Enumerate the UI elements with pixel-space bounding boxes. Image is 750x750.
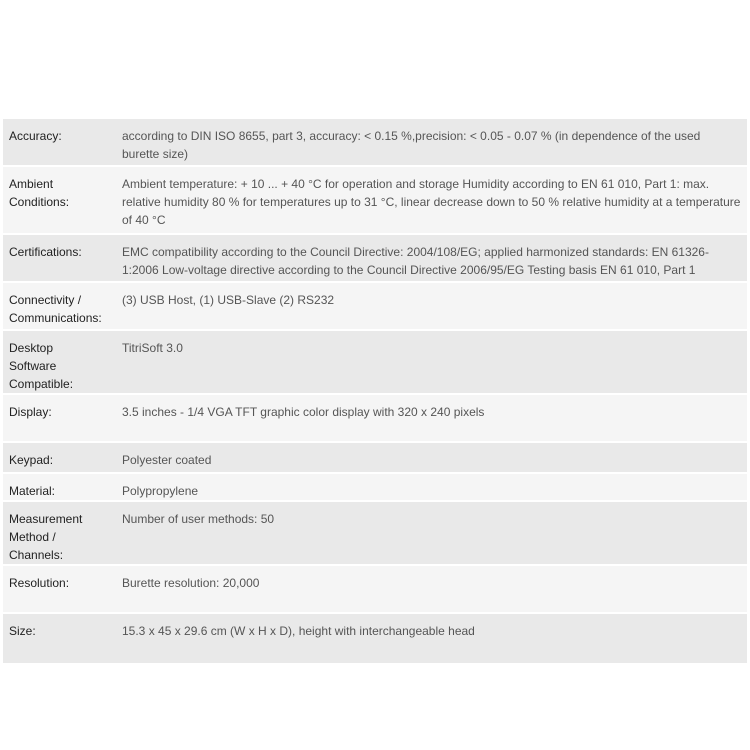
- spec-value: Burette resolution: 20,000: [107, 565, 747, 613]
- spec-label: Size:: [3, 613, 107, 663]
- spec-value: Polyester coated: [107, 442, 747, 473]
- spec-row-ambient-conditions: [3, 166, 747, 234]
- spec-label: Desktop Software Compatible:: [3, 330, 107, 394]
- spec-value: EMC compatibility according to the Council Directive: 2004/108/EG; applied harmonized standards: EN 61326-1:2006 Low-voltage directive according to the Council Directive 2006/95/EG Testing basis EN 61 010, Part 1: [107, 234, 747, 282]
- spec-row-material: [3, 473, 747, 501]
- spec-label: Display:: [3, 394, 107, 442]
- spec-label: Ambient Conditions:: [3, 166, 107, 234]
- spec-value: 15.3 x 45 x 29.6 cm (W x H x D), height with interchangeable head: [107, 613, 747, 663]
- spec-label: Measurement Method / Channels:: [3, 501, 107, 565]
- spec-value: Ambient temperature: + 10 ... + 40 °C for operation and storage Humidity according to EN 61 010, Part 1: max. relative humidity 80 % for temperatures up to 31 °C, linear decrease down to 50 % relative humidity at a temperature of 40 °C: [107, 166, 747, 234]
- spec-row-size: [3, 613, 747, 663]
- spec-row-connectivity: [3, 282, 747, 330]
- spec-label: Resolution:: [3, 565, 107, 613]
- spec-label: Accuracy:: [3, 118, 107, 166]
- spec-label: Certifications:: [3, 234, 107, 282]
- spec-value: 3.5 inches - 1/4 VGA TFT graphic color display with 320 x 240 pixels: [107, 394, 747, 442]
- spec-label: Connectivity / Communications:: [3, 282, 107, 330]
- spec-value: Polypropylene: [107, 473, 747, 501]
- spec-row-display: [3, 394, 747, 442]
- spec-value: according to DIN ISO 8655, part 3, accuracy: < 0.15 %,precision: < 0.05 - 0.07 % (in dependence of the used burette size): [107, 118, 747, 166]
- spec-value: Number of user methods: 50: [107, 501, 747, 565]
- spec-row-accuracy: [3, 118, 747, 166]
- spec-row-desktop-software: [3, 330, 747, 394]
- spec-value: TitriSoft 3.0: [107, 330, 747, 394]
- spec-row-measurement-method: [3, 501, 747, 565]
- spec-row-certifications: [3, 234, 747, 282]
- spec-value: (3) USB Host, (1) USB-Slave (2) RS232: [107, 282, 747, 330]
- specifications-table: [3, 117, 747, 663]
- spec-row-keypad: [3, 442, 747, 473]
- spec-label: Material:: [3, 473, 107, 501]
- spec-label: Keypad:: [3, 442, 107, 473]
- spec-row-resolution: [3, 565, 747, 613]
